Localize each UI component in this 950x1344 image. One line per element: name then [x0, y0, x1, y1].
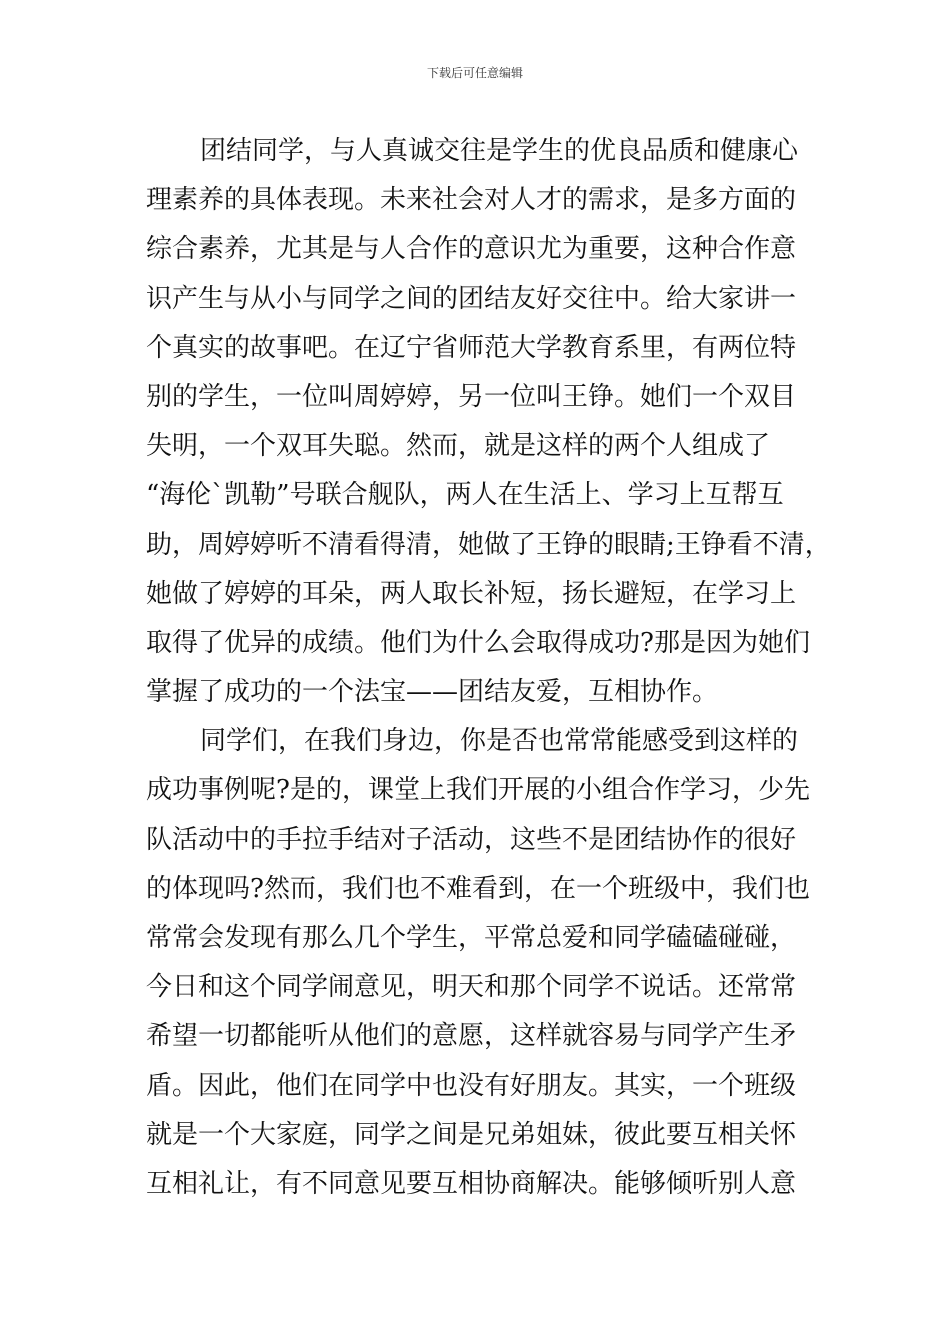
- document-body: [146, 127, 831, 1209]
- paragraph-2-line-10: 互相礼让，有不同意见要互相协商解决。能够倾听别人意: [146, 1168, 797, 1199]
- paragraph-1-line-8: “海伦`凯勒”号联合舰队，两人在生活上、学习上互帮互: [146, 480, 784, 511]
- paragraph-1-line-6: 别的学生，一位叫周婷婷，另一位叫王铮。她们一个双目: [146, 381, 797, 412]
- paragraph-2-line-1: 同学们，在我们身边，你是否也常常能感受到这样的: [200, 726, 799, 757]
- paragraph-2-line-8: 盾。因此，他们在同学中也没有好朋友。其实，一个班级: [146, 1070, 797, 1101]
- paragraph-1-line-2: 理素养的具体表现。未来社会对人才的需求，是多方面的: [146, 185, 797, 216]
- paragraph-1-line-10: 她做了婷婷的耳朵，两人取长补短，扬长避短，在学习上: [146, 578, 797, 609]
- paragraph-2-line-3: 队活动中的手拉手结对子活动，这些不是团结协作的很好: [146, 824, 797, 855]
- paragraph-2-line-4: 的体现吗?然而，我们也不难看到，在一个班级中，我们也: [146, 873, 810, 904]
- paragraph-1-line-12: 掌握了成功的一个法宝——团结友爱，互相协作。: [146, 677, 719, 708]
- paragraph-1-line-3: 综合素养，尤其是与人合作的意识尤为重要，这种合作意: [146, 234, 797, 265]
- page-header: 下载后可任意编辑: [426, 66, 523, 80]
- paragraph-1-line-1: 团结同学，与人真诚交往是学生的优良品质和健康心: [200, 136, 799, 166]
- paragraph-2-line-2: 成功事例呢?是的，课堂上我们开展的小组合作学习，少先: [146, 775, 810, 806]
- paragraph-1-line-9: 助，周婷婷听不清看得清，她做了王铮的眼睛;王铮看不清，: [146, 529, 831, 560]
- paragraph-1-line-5: 个真实的故事吧。在辽宁省师范大学教育系里，有两位特: [146, 332, 797, 363]
- paragraph-1-line-4: 识产生与从小与同学之间的团结友好交往中。给大家讲一: [146, 283, 797, 314]
- paragraph-1-line-11: 取得了优异的成绩。他们为什么会取得成功?那是因为她们: [146, 627, 810, 658]
- paragraph-2-line-5: 常常会发现有那么几个学生，平常总爱和同学磕磕碰碰，: [146, 923, 797, 953]
- paragraph-1-line-7: 失明，一个双耳失聪。然而，就是这样的两个人组成了: [146, 431, 771, 462]
- paragraph-2-line-9: 就是一个大家庭，同学之间是兄弟姐妹，彼此要互相关怀: [146, 1119, 797, 1150]
- paragraph-2-line-7: 希望一切都能听从他们的意愿，这样就容易与同学产生矛: [146, 1021, 797, 1052]
- paragraph-2-line-6: 今日和这个同学闹意见，明天和那个同学不说话。还常常: [146, 972, 797, 1003]
